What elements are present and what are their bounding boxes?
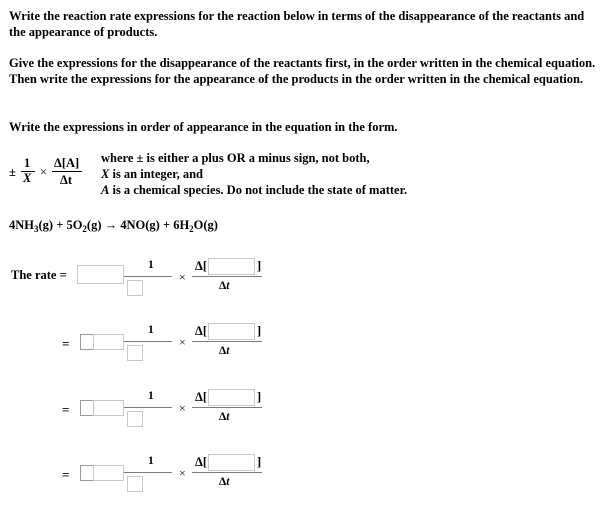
sign-input-4-ext[interactable] <box>93 465 124 481</box>
delta-open: Δ[ <box>195 259 207 273</box>
delta-close: ] <box>257 455 262 469</box>
delta-close: ] <box>257 324 262 338</box>
delta-close: ] <box>257 390 262 404</box>
eq-part-4: O(g) <box>193 218 218 232</box>
fraction-line <box>192 341 262 342</box>
eq-part-1: 4NH <box>9 218 34 232</box>
sign-input-3-ext[interactable] <box>93 400 124 416</box>
example-numerator-one: 1 <box>24 156 31 170</box>
legend-line-1: where ± is either a plus OR a minus sign, not both, <box>101 151 370 165</box>
times-sign: × <box>179 466 186 480</box>
fraction-line <box>124 341 172 342</box>
delta-symbol: Δ <box>219 411 227 423</box>
times-sign: × <box>179 270 186 284</box>
form-expression-example <box>9 150 99 190</box>
instruction-paragraph-2: Give the expressions for the disappearance of the reactants first, in the order written in the chemical equation. Then write the expressions for the appearance of the products in the order written in the chemical equation. <box>9 56 596 86</box>
chemical-equation <box>9 218 218 234</box>
legend-line-2-text: is an integer, and <box>109 167 203 181</box>
delta-t-label <box>219 411 229 423</box>
instruction-paragraph-1: Write the reaction rate expressions for the reaction below in terms of the disappearance of the reactants and the appearance of products. <box>9 9 585 39</box>
delta-symbol: Δ <box>219 280 227 292</box>
example-delta-concentration: Δ[A] <box>54 156 80 170</box>
coefficient-input-1[interactable] <box>127 280 143 296</box>
delta-symbol: Δ <box>219 476 227 488</box>
species-input-2[interactable] <box>208 323 255 340</box>
times-sign: × <box>179 401 186 415</box>
species-input-4[interactable] <box>208 454 255 471</box>
plus-minus-sign: ± <box>9 165 16 179</box>
legend-var-x: X <box>101 167 110 181</box>
delta-open: Δ[ <box>195 324 207 338</box>
numerator-one: 1 <box>148 390 154 402</box>
instruction-paragraph-3: Write the expressions in order of appearance in the equation in the form. <box>9 120 398 134</box>
sign-input-2-ext[interactable] <box>93 334 124 350</box>
fraction-line <box>192 407 262 408</box>
sign-input-4[interactable] <box>80 465 94 481</box>
delta-open: Δ[ <box>195 390 207 404</box>
delta-t-label <box>219 280 229 292</box>
fraction-line <box>192 472 262 473</box>
fraction-line <box>124 472 172 473</box>
sign-input-1[interactable] <box>77 265 124 284</box>
coefficient-input-2[interactable] <box>127 345 143 361</box>
equals-sign: = <box>62 336 70 351</box>
t-symbol: t <box>226 476 230 488</box>
fraction-line <box>124 276 172 277</box>
legend-line-2 <box>101 166 407 182</box>
sign-input-2[interactable] <box>80 334 94 350</box>
t-symbol: t <box>226 411 230 423</box>
example-times-sign: × <box>40 165 48 179</box>
species-input-3[interactable] <box>208 389 255 406</box>
fraction-line <box>192 276 262 277</box>
t-symbol: t <box>226 345 230 357</box>
legend-line-3-text: is a chemical species. Do not include the state of matter. <box>109 183 408 197</box>
eq-sub-1: 3 <box>34 224 39 234</box>
coefficient-input-4[interactable] <box>127 476 143 492</box>
eq-sub-2: 2 <box>82 224 87 234</box>
delta-open: Δ[ <box>195 455 207 469</box>
legend-line-3 <box>101 182 407 198</box>
legend-var-a: A <box>101 183 110 197</box>
example-fraction-line-2 <box>52 171 82 172</box>
eq-sub-3: 2 <box>189 224 194 234</box>
example-denominator-x: X <box>23 171 32 185</box>
sign-input-3[interactable] <box>80 400 94 416</box>
times-sign: × <box>179 335 186 349</box>
example-delta-t: Δt <box>60 173 72 187</box>
delta-close: ] <box>257 259 262 273</box>
eq-part-2: (g) + 5O <box>38 218 83 232</box>
fraction-line <box>124 407 172 408</box>
numerator-one: 1 <box>148 324 154 336</box>
species-input-1[interactable] <box>208 258 255 275</box>
rate-label: The rate = <box>11 268 67 282</box>
t-symbol: t <box>226 280 230 292</box>
delta-t-label <box>219 476 229 488</box>
eq-part-3: (g) → 4NO(g) + 6H <box>86 218 190 232</box>
delta-t-label <box>219 345 229 357</box>
numerator-one: 1 <box>148 259 154 271</box>
equals-sign: = <box>62 467 70 482</box>
form-legend <box>101 150 407 198</box>
numerator-one: 1 <box>148 455 154 467</box>
coefficient-input-3[interactable] <box>127 411 143 427</box>
equals-sign: = <box>62 402 70 417</box>
delta-symbol: Δ <box>219 345 227 357</box>
